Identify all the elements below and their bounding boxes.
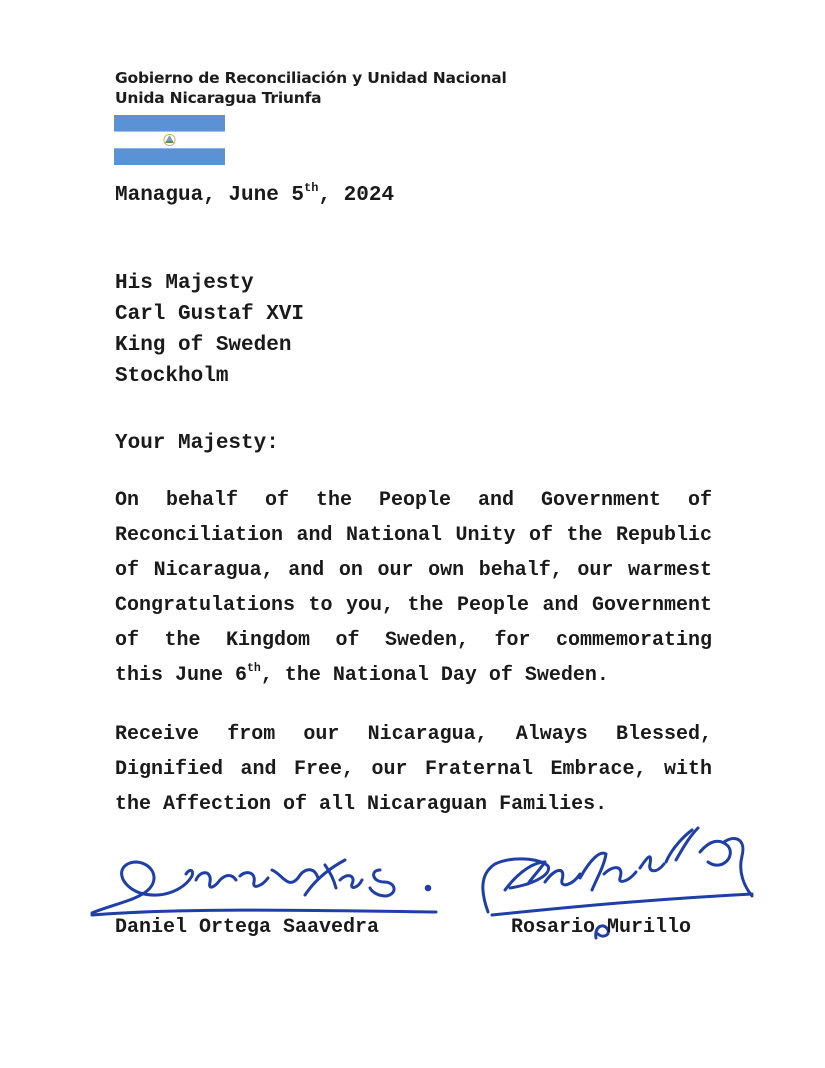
recipient-line: His Majesty [115, 272, 254, 295]
recipient-line: King of Sweden [115, 334, 292, 357]
signer-name-2: Rosario Murillo [511, 916, 692, 939]
date-year: , 2024 [318, 184, 395, 207]
paragraph-line: of Nicaragua, and on our own behalf, our warmest [115, 559, 712, 582]
paragraph-line: of the Kingdom of Sweden, for commemorating [115, 629, 712, 652]
salutation: Your Majesty: [115, 432, 279, 455]
letterhead-line-1: Gobierno de Reconciliación y Unidad Nacional [115, 69, 507, 87]
paragraph-line: Receive from our Nicaragua, Always Blessed, [115, 723, 712, 746]
paragraph-text: this June 6 [115, 664, 248, 687]
paragraph-text: , the National Day of Sweden. [260, 664, 609, 687]
paragraph-line: Dignified and Free, our Fraternal Embrace, with [115, 758, 712, 781]
recipient-line: Stockholm [115, 365, 229, 388]
signature-daniel-ortega [92, 860, 436, 915]
paragraph-line: On behalf of the People and Government of [115, 489, 712, 512]
paragraph-line: Congratulations to you, the People and Government [115, 594, 712, 617]
paragraph-line: the Affection of all Nicaraguan Families. [115, 793, 608, 816]
signer-name-1: Daniel Ortega Saavedra [115, 916, 380, 939]
paragraph-ordinal: th [247, 662, 261, 675]
paragraph-line: Reconciliation and National Unity of the Republic [115, 524, 712, 547]
recipient-line: Carl Gustaf XVI [115, 303, 305, 326]
letterhead-line-2: Unida Nicaragua Triunfa [115, 89, 322, 107]
date-ordinal: th [304, 181, 319, 195]
date-text: Managua, June 5 [115, 184, 305, 207]
